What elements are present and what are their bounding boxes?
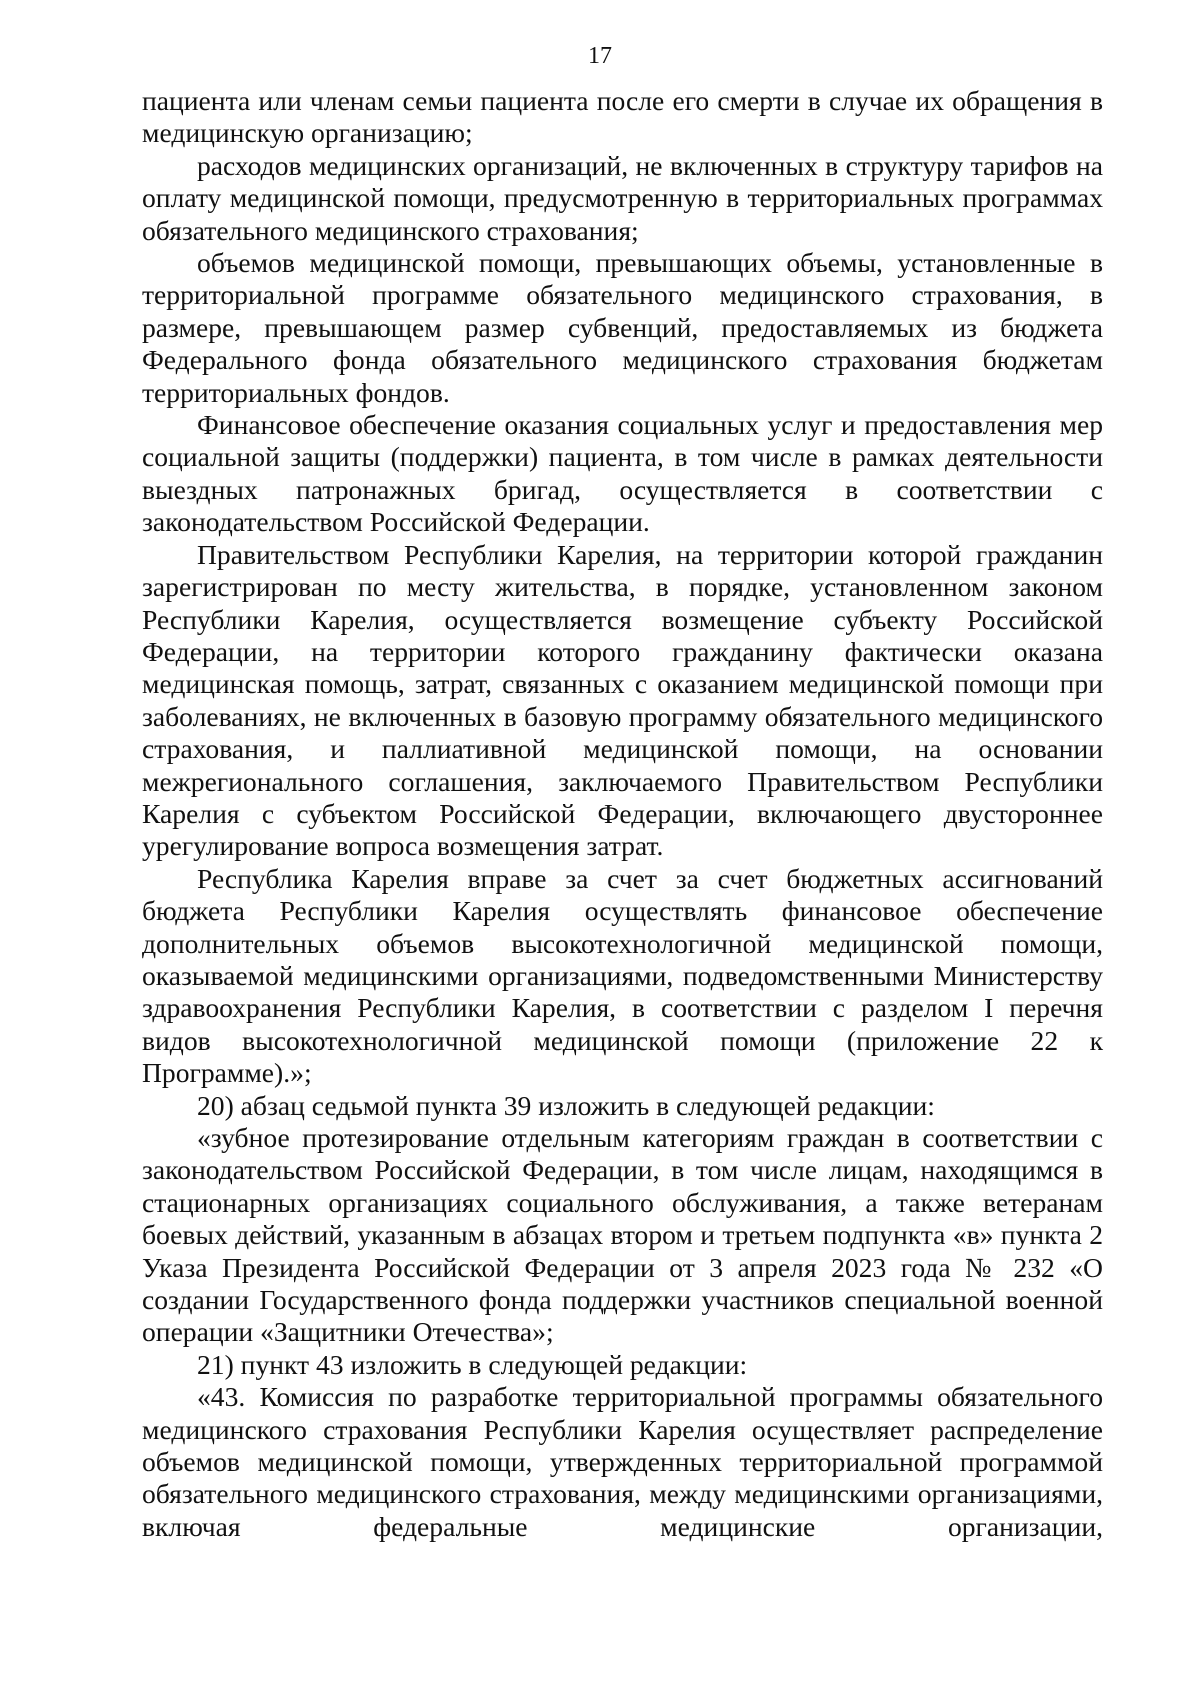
paragraph: Республика Карелия вправе за счет за счет бюджетных ассигнований бюджета Республики Карелия осуществлять финансовое обеспечение дополнительных объемов высокотехнологичной медицинской помощи, оказываемой медицинскими организациями, подведомственными Министерству здравоохранения Республики Карелия, в соответствии с разделом I перечня видов высокотехнологичной медицинской помощи (приложение 22 к Программе).»; bbox=[142, 862, 1103, 1089]
paragraph: расходов медицинских организаций, не включенных в структуру тарифов на оплату медицинской помощи, предусмотренную в территориальных программах обязательного медицинского страхования; bbox=[142, 149, 1103, 246]
paragraph: «43. Комиссия по разработке территориальной программы обязательного медицинского страхования Республики Карелия осуществляет распределение объемов медицинской помощи, утвержденных территориальной программой обязательного медицинского страхования, между медицинскими организациями, включая федеральные медицинские организации, bbox=[142, 1381, 1103, 1542]
paragraph: Финансовое обеспечение оказания социальных услуг и предоставления мер социальной защиты (поддержки) пациента, в том числе в рамках деятельности выездных патронажных бригад, осуществляется в соответствии с законодательством Российской Федерации. bbox=[142, 409, 1103, 538]
paragraph: объемов медицинской помощи, превышающих объемы, установленные в территориальной программе обязательного медицинского страхования, в размере, превышающем размер субвенций, предоставляемых из бюджета Федерального фонда обязательного медицинского страхования бюджетам территориальных фондов. bbox=[142, 247, 1103, 408]
document-body bbox=[142, 85, 1103, 1543]
paragraph: 20) абзац седьмой пункта 39 изложить в следующей редакции: bbox=[197, 1089, 935, 1121]
page-number: 17 bbox=[588, 43, 612, 69]
paragraph: Правительством Республики Карелия, на территории которой гражданин зарегистрирован по месту жительства, в порядке, установленном законом Республики Карелия, осуществляется возмещение субъекту Российской Федерации, на территории которого гражданину фактически оказана медицинская помощь, затрат, связанных с оказанием медицинской помощи при заболеваниях, не включенных в базовую программу обязательного медицинского страхования, и паллиативной медицинской помощи, на основании межрегионального соглашения, заключаемого Правительством Республики Карелия с субъектом Российской Федерации, включающего двустороннее урегулирование вопроса возмещения затрат. bbox=[142, 538, 1103, 862]
paragraph: 21) пункт 43 изложить в следующей редакции: bbox=[197, 1348, 748, 1380]
paragraph: «зубное протезирование отдельным категориям граждан в соответствии с законодательством Российской Федерации, в том числе лицам, находящимся в стационарных организациях социального обслуживания, а также ветеранам боевых действий, указанным в абзацах втором и третьем подпункта «в» пункта 2 Указа Президента Российской Федерации от 3 апреля 2023 года № 232 «О создании Государственного фонда поддержки участников специальной военной операции «Защитники Отечества»; bbox=[142, 1122, 1103, 1348]
paragraph: пациента или членам семьи пациента после его смерти в случае их обращения в медицинскую организацию; bbox=[142, 85, 1103, 149]
